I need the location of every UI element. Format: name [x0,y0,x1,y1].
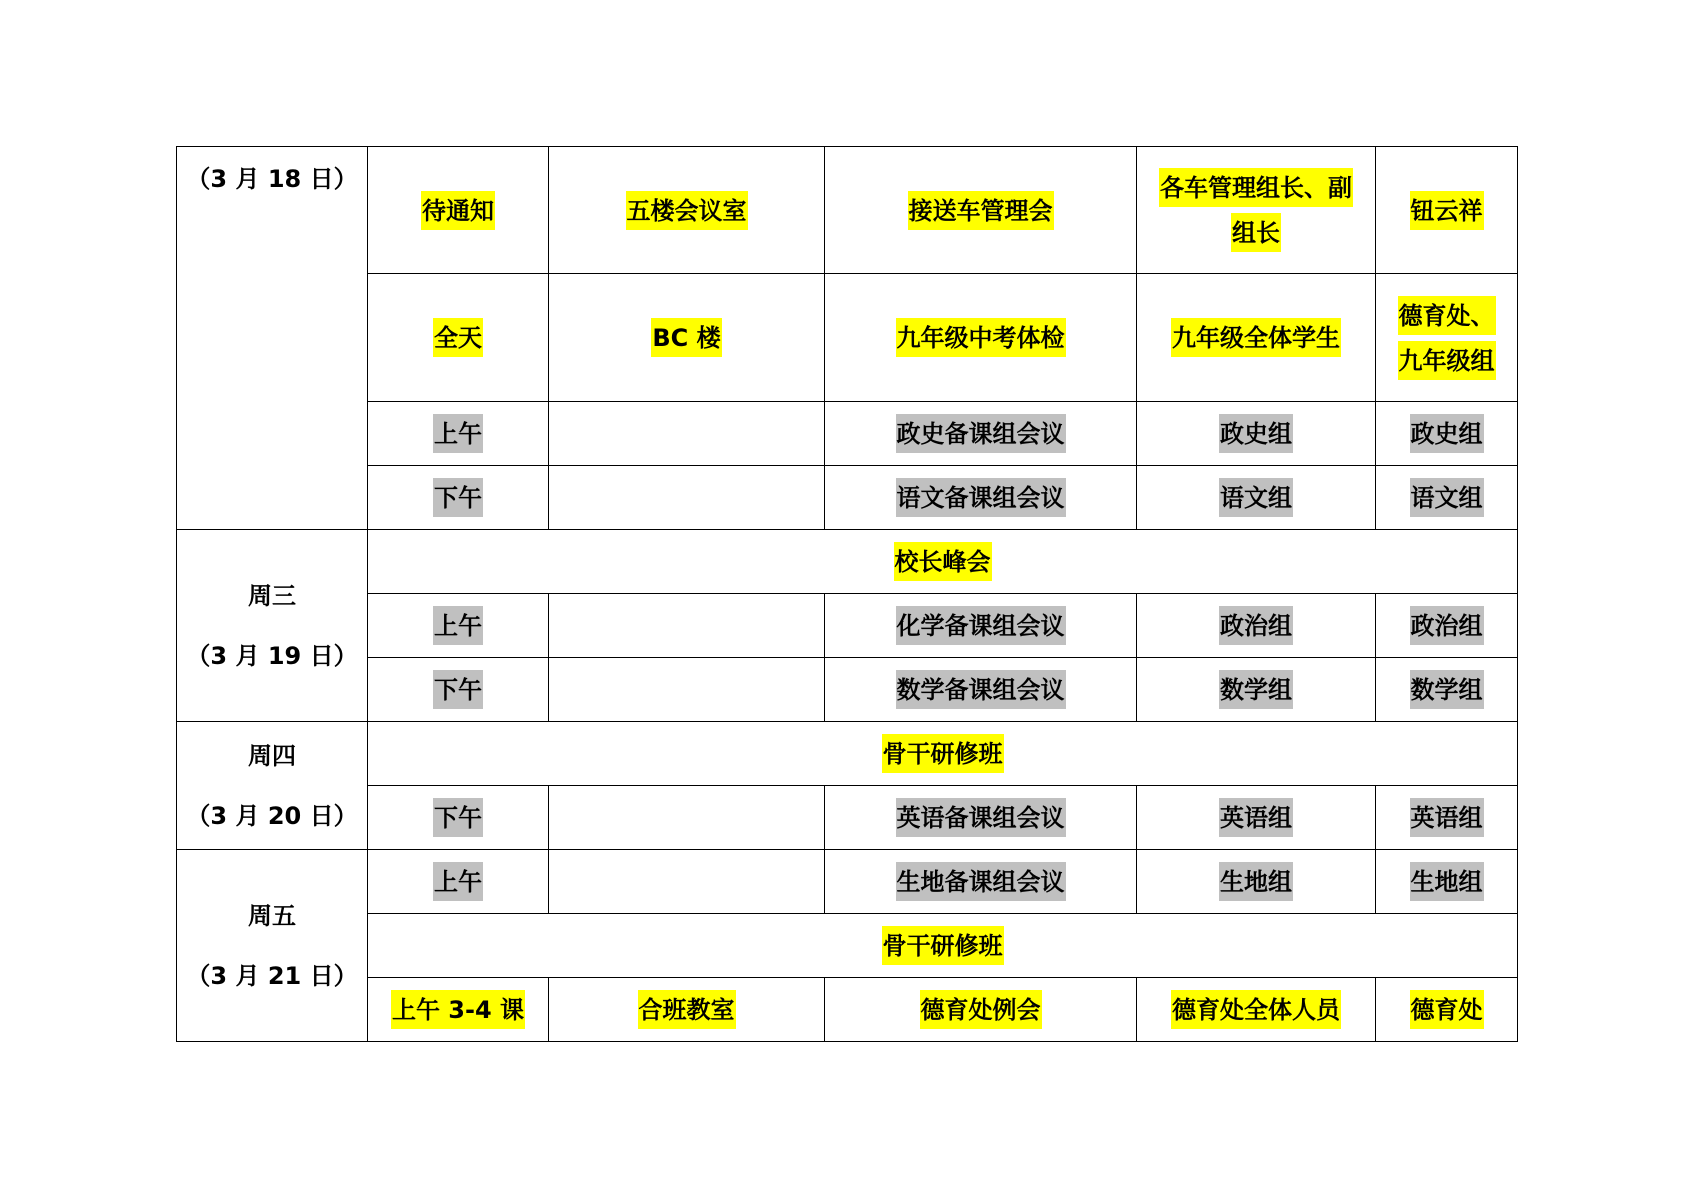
content-cell [825,466,1137,530]
time-cell [368,402,549,466]
host-text-line2: 九年级组 [1398,341,1496,380]
content-cell [825,850,1137,914]
day-date: （3 月 18 日） [186,165,358,193]
host-cell [1376,594,1518,658]
time-cell [368,850,549,914]
place-cell [549,274,825,402]
content-text: 九年级中考体检 [896,318,1066,357]
day-cell-friday [177,850,368,1042]
merged-event-text: 骨干研修班 [882,734,1004,773]
merged-event-cell [368,722,1518,786]
attendees-cell [1137,402,1376,466]
host-text: 生地组 [1410,862,1484,901]
content-text: 数学备课组会议 [896,670,1066,709]
time-text: 上午 3-4 课 [391,990,525,1029]
day-date: （3 月 21 日） [186,961,358,990]
time-cell [368,786,549,850]
place-cell [549,147,825,274]
attendees-text-line1: 各车管理组长、副 [1159,168,1353,207]
table-row [177,466,1518,530]
attendees-cell [1137,658,1376,722]
table-row [177,978,1518,1042]
time-cell [368,147,549,274]
time-text: 下午 [433,670,483,709]
place-cell [549,658,825,722]
attendees-cell [1137,786,1376,850]
table-row [177,658,1518,722]
content-cell [825,594,1137,658]
attendees-text: 政治组 [1219,606,1293,645]
host-cell [1376,402,1518,466]
day-date: （3 月 20 日） [186,801,358,830]
time-text: 全天 [433,318,483,357]
place-cell [549,466,825,530]
table-row [177,274,1518,402]
attendees-cell [1137,850,1376,914]
day-name: 周三 [248,581,296,610]
day-cell-thursday [177,722,368,850]
attendees-text: 德育处全体人员 [1171,990,1341,1029]
content-text: 生地备课组会议 [896,862,1066,901]
time-cell [368,978,549,1042]
attendees-text: 数学组 [1219,670,1293,709]
host-text: 英语组 [1410,798,1484,837]
day-cell-tuesday [177,147,368,530]
attendees-text-line2: 组长 [1231,213,1281,252]
table-row [177,530,1518,594]
weekly-schedule-table [176,146,1518,1042]
attendees-cell [1137,594,1376,658]
attendees-text: 英语组 [1219,798,1293,837]
time-text: 上午 [433,606,483,645]
place-text: BC 楼 [651,318,721,357]
place-cell [549,786,825,850]
table-row [177,402,1518,466]
table-row [177,722,1518,786]
attendees-cell [1137,274,1376,402]
day-cell-wednesday [177,530,368,722]
host-text: 政治组 [1410,606,1484,645]
merged-event-cell [368,914,1518,978]
place-text: 合班教室 [638,990,736,1029]
time-cell [368,466,549,530]
host-cell [1376,658,1518,722]
attendees-text: 生地组 [1219,862,1293,901]
content-cell [825,978,1137,1042]
host-cell [1376,466,1518,530]
place-cell [549,850,825,914]
merged-event-cell [368,530,1518,594]
content-cell [825,274,1137,402]
host-cell [1376,978,1518,1042]
host-cell [1376,850,1518,914]
day-name: 周四 [248,741,296,770]
content-cell [825,402,1137,466]
content-cell [825,658,1137,722]
attendees-text: 政史组 [1219,414,1293,453]
time-text: 下午 [433,798,483,837]
attendees-cell [1137,978,1376,1042]
place-text: 五楼会议室 [626,191,748,230]
time-text: 下午 [433,478,483,517]
content-text: 接送车管理会 [908,191,1054,230]
place-cell [549,402,825,466]
host-text: 德育处 [1410,990,1484,1029]
time-cell [368,274,549,402]
content-text: 语文备课组会议 [896,478,1066,517]
day-date: （3 月 19 日） [186,641,358,670]
host-text: 政史组 [1410,414,1484,453]
time-cell [368,594,549,658]
table-row [177,914,1518,978]
table-row [177,786,1518,850]
host-cell [1376,786,1518,850]
merged-event-text: 校长峰会 [894,542,992,581]
host-cell [1376,274,1518,402]
host-text-line1: 德育处、 [1398,296,1496,335]
content-cell [825,786,1137,850]
day-name: 周五 [248,901,296,930]
content-text: 化学备课组会议 [896,606,1066,645]
host-text: 钮云祥 [1410,191,1484,230]
attendees-cell [1137,147,1376,274]
host-cell [1376,147,1518,274]
table-row [177,147,1518,274]
content-text: 德育处例会 [920,990,1042,1029]
content-cell [825,147,1137,274]
time-text: 待通知 [421,191,495,230]
table-row [177,850,1518,914]
content-text: 政史备课组会议 [896,414,1066,453]
time-text: 上午 [433,414,483,453]
table-row [177,594,1518,658]
attendees-text: 语文组 [1219,478,1293,517]
attendees-cell [1137,466,1376,530]
attendees-text: 九年级全体学生 [1171,318,1341,357]
content-text: 英语备课组会议 [896,798,1066,837]
place-cell [549,978,825,1042]
host-text: 数学组 [1410,670,1484,709]
merged-event-text: 骨干研修班 [882,926,1004,965]
time-text: 上午 [433,862,483,901]
host-text: 语文组 [1410,478,1484,517]
place-cell [549,594,825,658]
time-cell [368,658,549,722]
